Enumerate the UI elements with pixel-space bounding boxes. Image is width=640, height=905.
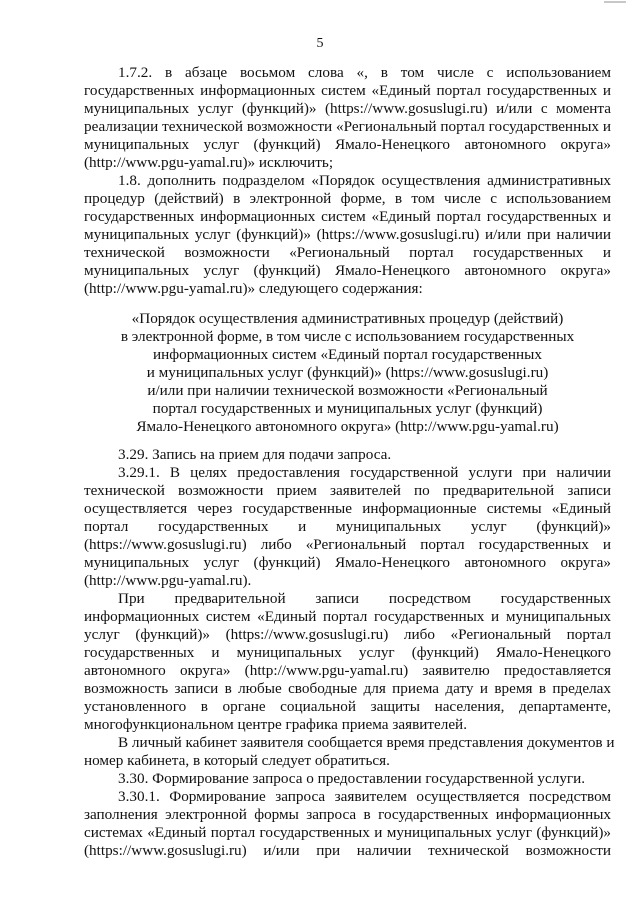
text-line: возможность записи в любые свободные для приема дату и время в пределах bbox=[84, 680, 611, 697]
text-line: 3.30. Формирование запроса о предоставлении государственной услуги. bbox=[118, 770, 586, 787]
text-line: (http://www.pgu-yamal.ru)» следующего содержания: bbox=[84, 280, 423, 297]
text-line: номер кабинета, в который следует обратиться. bbox=[84, 752, 390, 769]
section-heading-line: информационных систем «Единый портал государственных bbox=[153, 346, 542, 363]
text-line: услуг (функций)» (https://www.gosuslugi.ru) либо «Региональный портал bbox=[84, 626, 611, 643]
text-line: 3.30.1. Формирование запроса заявителем осуществляется посредством bbox=[118, 788, 611, 805]
text-line: 1.8. дополнить подразделом «Порядок осуществления административных bbox=[118, 172, 611, 189]
text-line: реализации технической возможности «Региональный портал государственных и bbox=[84, 118, 611, 135]
text-line: муниципальных услуг (функций) Ямало-Ненецкого автономного округа» bbox=[84, 262, 611, 279]
section-heading-line: и/или при наличии технической возможности «Региональный bbox=[147, 382, 548, 399]
text-line: установленного в органе социальной защиты населения, департаменте, bbox=[84, 698, 611, 715]
text-line: заполнения электронной формы запроса в государственных информационных bbox=[84, 806, 611, 823]
text-line: (https://www.gosuslugi.ru) и/или при наличии технической возможности bbox=[84, 842, 611, 859]
scan-artifact bbox=[604, 1, 626, 3]
text-line: муниципальных услуг (функций)» (https://www.gosuslugi.ru) и/или с момента bbox=[84, 100, 611, 117]
text-line: государственных информационных систем «Единый портал государственных и bbox=[84, 208, 611, 225]
text-line: 3.29.1. В целях предоставления государственной услуги при наличии bbox=[118, 464, 611, 481]
section-heading-line: портал государственных и муниципальных услуг (функций) bbox=[152, 400, 543, 417]
text-line: муниципальных услуг (функций) Ямало-Ненецкого автономного округа» bbox=[84, 136, 611, 153]
text-line: (http://www.pgu-yamal.ru)» исключить; bbox=[84, 154, 334, 171]
text-line: государственных информационных систем «Единый портал государственных и bbox=[84, 82, 611, 99]
section-heading-line: и муниципальных услуг (функций)» (https://www.gosuslugi.ru) bbox=[146, 364, 549, 381]
text-line: (https://www.gosuslugi.ru) либо «Региональный портал государственных и bbox=[84, 536, 611, 553]
section-heading-line: «Порядок осуществления административных процедур (действий) bbox=[131, 310, 564, 327]
text-line: осуществляется через государственные информационные системы «Единый bbox=[84, 500, 611, 517]
text-line: 1.7.2. в абзаце восьмом слова «, в том числе с использованием bbox=[118, 64, 611, 81]
text-line: государственных и муниципальных услуг (функций) Ямало-Ненецкого bbox=[84, 644, 611, 661]
text-line: муниципальных услуг (функций)» (https://www.gosuslugi.ru) и/или при наличии bbox=[84, 226, 611, 243]
text-line: При предварительной записи посредством государственных bbox=[118, 590, 611, 607]
section-heading-line: Ямало-Ненецкого автономного округа» (http://www.pgu-yamal.ru) bbox=[136, 418, 559, 435]
text-line: информационных систем «Единый портал государственных и муниципальных bbox=[84, 608, 611, 625]
text-line: автономного округа» (http://www.pgu-yamal.ru) заявителю предоставляется bbox=[84, 662, 611, 679]
text-line: многофункциональном центре графика приема заявителей. bbox=[84, 716, 467, 733]
text-line: 3.29. Запись на прием для подачи запроса. bbox=[118, 446, 392, 463]
text-line: процедур (действий) в электронной форме, в том числе с использованием bbox=[84, 190, 611, 207]
text-line: технической возможности прием заявителей по предварительной записи bbox=[84, 482, 611, 499]
section-heading-line: в электронной форме, в том числе с использованием государственных bbox=[120, 328, 575, 345]
text-line: технической возможности «Региональный портал государственных и bbox=[84, 244, 611, 261]
page-number: 5 bbox=[316, 36, 324, 51]
text-line: системах «Единый портал государственных и муниципальных услуг (функций)» bbox=[84, 824, 611, 841]
text-line: В личный кабинет заявителя сообщается время представления документов и bbox=[118, 734, 615, 751]
text-line: портал государственных и муниципальных услуг (функций)» bbox=[84, 518, 611, 535]
text-line: (http://www.pgu-yamal.ru). bbox=[84, 572, 252, 589]
text-line: муниципальных услуг (функций) Ямало-Ненецкого автономного округа» bbox=[84, 554, 611, 571]
